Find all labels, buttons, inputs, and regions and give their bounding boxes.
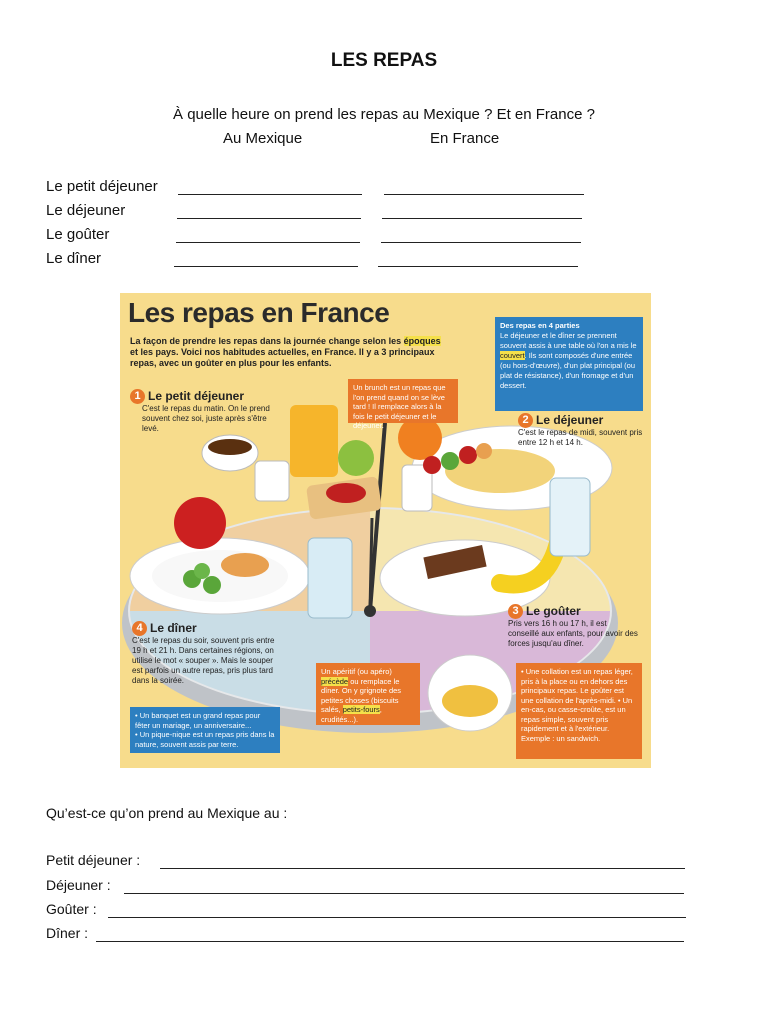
infographic-intro: La façon de prendre les repas dans la journée change selon les époques et les pays. Voici nos habitudes actuelles, en France. Il y a 3 principaux repas, avec un goûter en plus pour les enfants. xyxy=(130,336,441,368)
page-title: LES REPAS xyxy=(330,50,438,71)
water-glass-2 xyxy=(550,478,590,556)
blank-mexique-4[interactable] xyxy=(174,266,358,267)
answer-line-gouter[interactable] xyxy=(108,917,686,918)
row-label-diner: Le dîner xyxy=(46,250,102,267)
water-glass xyxy=(308,538,352,618)
row-label-gouter: Le goûter xyxy=(46,226,110,243)
banquet-box: • Un banquet est un grand repas pour fêter un mariage, un anniversaire... • Un pique-nique est un repas pris dans la nature, souvent assis par terre. xyxy=(130,707,280,753)
blank-mexique-3[interactable] xyxy=(176,242,360,243)
question-text: À quelle heure on prend les repas au Mexique ? Et en France ? xyxy=(173,106,595,123)
meal-4-block: 4 Le dîner C'est le repas du soir, souvent pris entre 19 h et 21 h. Dans certaines régions, on utilise le mot « souper ». Mais le souper est parfois un autre repas, pris plus tard dans la soirée. xyxy=(132,621,275,686)
four-parts-box: Des repas en 4 parties Le déjeuner et le dîner se prennent souvent assis à une table où l'on a mis le couvert. Ils sont composés d'une entrée (ou hors-d'œuvre), d'un plat principal (ou plat de résistance), d'un fromage et d'un dessert. xyxy=(495,317,643,411)
blank-france-2[interactable] xyxy=(382,218,582,219)
brunch-box: Un brunch est un repas que l'on prend quand on se lève tard ! Il remplace alors à la fois le petit déjeuner et le déjeuner. xyxy=(348,379,458,423)
meal-1-block: 1 Le petit déjeuner C'est le repas du matin. On le prend souvent chez soi, juste après s'être levé. xyxy=(130,389,280,434)
answer-line-petit-dejeuner[interactable] xyxy=(160,868,685,869)
meal-3-block: 3 Le goûter Pris vers 16 h ou 17 h, il est conseillé aux enfants, pour avoir des forces jusqu'au dîner. xyxy=(508,604,638,649)
row-label-dejeuner: Le déjeuner xyxy=(46,202,126,219)
field-label-dejeuner: Déjeuner : xyxy=(46,877,111,893)
field-label-diner: Dîner : xyxy=(46,925,89,941)
answer-line-dejeuner[interactable] xyxy=(124,893,684,894)
apple xyxy=(174,497,226,549)
infographic-title: Les repas en France xyxy=(128,297,390,328)
field-label-gouter: Goûter : xyxy=(46,901,97,917)
number-badge: 1 xyxy=(130,389,145,404)
answer-line-diner[interactable] xyxy=(96,941,684,942)
meal-2-block: 2 Le déjeuner C'est le repas de midi, souvent pris entre 12 h et 14 h. xyxy=(518,413,643,448)
aperitif-box: Un apéritif (ou apéro) précède ou remplace le dîner. On y grignote des petites choses (biscuits salés, petits-fours, crudités...). xyxy=(316,663,420,725)
bottom-question: Qu’est-ce qu’on prend au Mexique au : xyxy=(46,805,288,821)
row-label-petit-dejeuner: Le petit déjeuner xyxy=(46,178,158,195)
column-header-mexique: Au Mexique xyxy=(223,130,303,147)
orange-juice xyxy=(290,405,338,477)
collation-box: • Une collation est un repas léger, pris à la place ou en dehors des principaux repas. Le goûter est une collation de l'après-midi. • Un en-cas, ou casse-croûte, est un repas simple, souvent pris rapidement et à l'extérieur. Exemple : un sandwich. xyxy=(516,663,642,759)
blank-mexique-2[interactable] xyxy=(177,218,361,219)
blank-france-3[interactable] xyxy=(381,242,581,243)
blank-mexique-1[interactable] xyxy=(178,194,362,195)
blank-france-4[interactable] xyxy=(378,266,578,267)
blank-france-1[interactable] xyxy=(384,194,584,195)
column-header-france: En France xyxy=(430,130,500,147)
infographic-panel xyxy=(120,293,651,768)
field-label-petit-dejeuner: Petit déjeuner : xyxy=(46,852,141,868)
